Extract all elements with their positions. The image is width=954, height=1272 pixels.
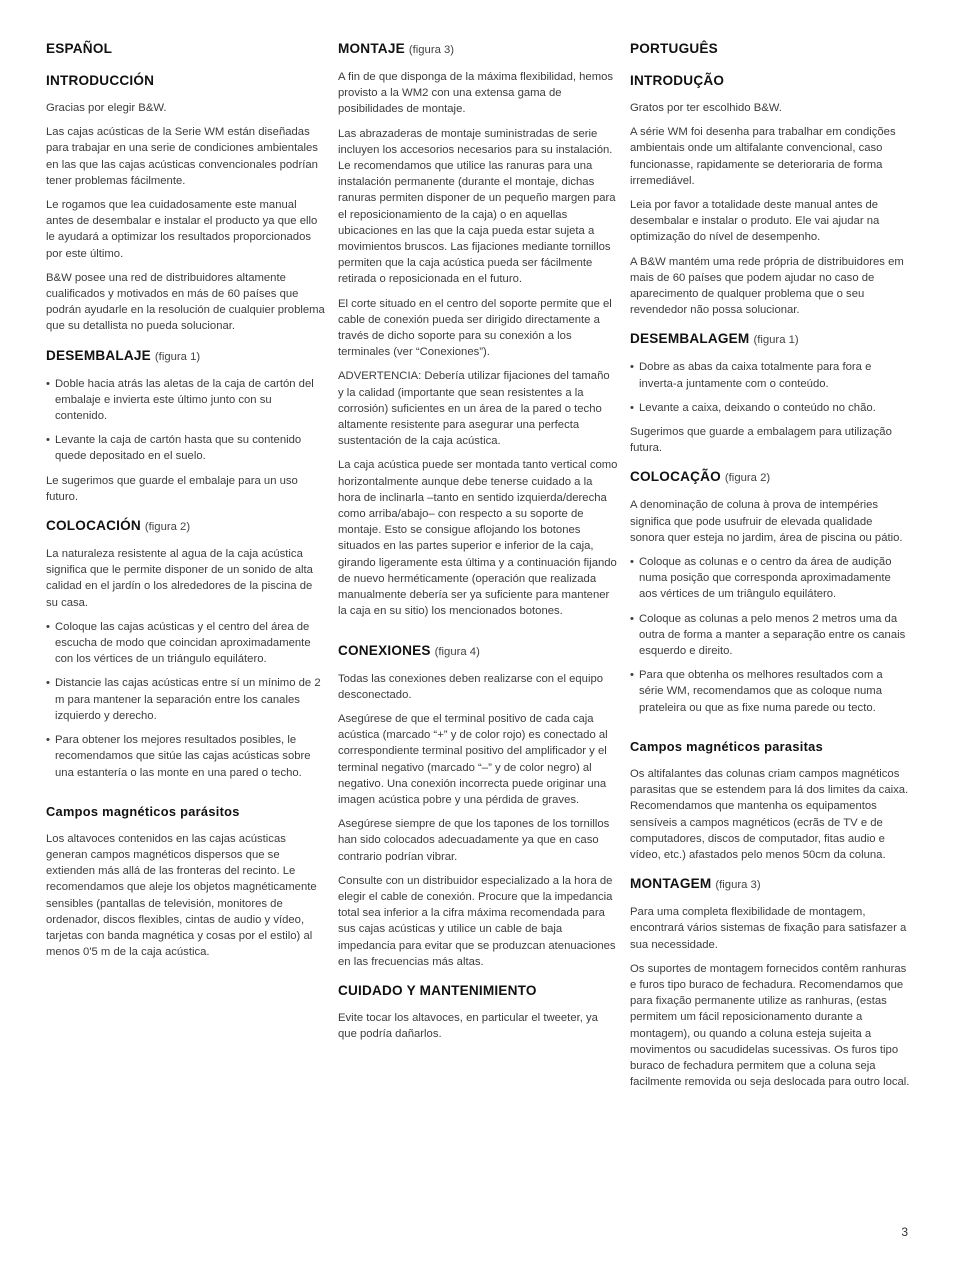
section-heading [46,347,326,366]
heading-text: DESEMBALAJE [46,347,151,363]
paragraph: Asegúrese siempre de que los tapones de los tornillos han sido colocados adecuadamente ya que en caso contrario podrían vibrar. [338,818,610,863]
paragraph: Asegúrese de que el terminal positivo de cada caja acústica (marcado “+” y de color rojo) es conectado al correspondiente terminal positivo del amplificador y el terminal negativo (marcado “–” y de color negro) al negativo. Una conexión incorrecta puede originar una imagen acústica pobre y una pérdida de graves. [338,712,608,806]
paragraph: Las abrazaderas de montaje suministradas de serie incluyen los accesorios necesarios para su instalación. Le recomendamos que utilice las ranuras para una instalación permanente (durante el montaje, dichas ranuras permiten disponer de un pequeño margen para el reposicionamiento de la caja) o en aquellas ubicaciones en las que la caja pueda estar sujeta a movimientos bruscos. Las fijaciones mediante tornillos permiten que la caja acústica pueda ser fácilmente retirada o reposicionada en el futuro. [338,127,616,286]
section-cuidado [338,982,618,1042]
bullet-list [46,619,326,781]
paragraph: Evite tocar los altavoces, en particular el tweeter, ya que podría dañarlos. [338,1011,598,1041]
paragraph: Gracias por elegir B&W. [46,102,167,114]
figure-reference: (figura 1) [154,350,201,363]
list-item: • Dobre as abas da caixa totalmente para fora e inverta-a juntamente com o conteúdo. [630,359,910,391]
section-introducao [630,72,910,318]
bullet-list [630,359,910,416]
heading-text: MONTAGEM [630,876,712,892]
paragraph: Os altifalantes das colunas criam campos magnéticos parasitas que se estendem para lá dos limites da caixa. Recomendamos que mantenha os equipamentos sensíveis a campos magnéticos (ecrãs de TV e de computadores, discos de computador, fitas audio e vídeo, etc.) afastados pelo menos 50cm da coluna. [630,767,909,861]
heading-text: DESEMBALAGEM [630,331,750,347]
list-item: • Para obtener los mejores resultados posibles, le recomendamos que sitúe las cajas acústicas sobre una estantería o las monte en una pared o techo. [46,732,326,781]
paragraph: Os suportes de montagem fornecidos contêm ranhuras e furos tipo buraco de fechadura. Recomendamos que para fixação permanente utilize as ranhuras, (estas permitem um fácil reposicionamento durante a montagem), ou quando a coluna esteja sujeita a movimentos ou sacudidelas sucessivas. Os furos tipo buraco de fechadura permitem que a coluna seja facilmente removida ou seja deslocada para outro local. [630,962,910,1089]
section-heading: INTRODUCCIÓN [46,73,155,88]
heading-text: COLOCACIÓN [46,518,141,534]
heading-text: MONTAJE [338,41,405,56]
section-heading [338,642,618,661]
section-heading [630,875,910,894]
page-number: 3 [901,1225,908,1239]
section-heading [338,40,618,59]
section-montaje [338,40,618,620]
section-montagem [630,875,910,1090]
spanish-column-continued [338,40,618,1050]
list-item: • Levante la caja de cartón hasta que su contenido quede depositado en el suelo. [46,432,326,464]
paragraph: Todas las conexiones deben realizarse con el equipo desconectado. [338,672,604,701]
figure-reference: (figura 2) [724,472,771,485]
paragraph: A denominação de coluna à prova de intempéries significa que pode usufruir de elevada qualidade sonora quer esteja no jardim, área de piscina ou pátio. [630,499,903,544]
list-item: • Para que obtenha os melhores resultados com a série WM, recomendamos que as coloque numa prateleira ou que as fixe numa parede ou tecto. [630,667,910,716]
list-item: • Coloque as colunas a pelo menos 2 metros uma da outra de forma a manter a separação entre os canais esquerdo e direito. [630,611,910,660]
section-heading: CUIDADO Y MANTENIMIENTO [338,982,537,998]
spanish-column [46,40,326,968]
paragraph: Para uma completa flexibilidade de montagem, encontrará vários sistemas de fixação para satisfazer a sua necessidade. [630,906,907,951]
figure-reference: (figura 2) [144,521,191,534]
paragraph: La caja acústica puede ser montada tanto vertical como horizontalmente aunque debe tenerse cuidado a la hora de inclinarla –tanto en sentido izquierda/derecha como arriba/abajo– con respecto a su soporte de montaje. Esto se consigue aflojando los botones situados en las partes superior e inferior de la caja, girando ligeramente esta última y a continuación fijando de nuevo herméticamente (operación que realizada manualmente debería ser ya suficiente para mantener la caja en su sitio) los mencionados botones. [338,459,618,618]
paragraph: Gratos por ter escolhido B&W. [630,102,782,114]
section-desembalagem [630,330,910,456]
paragraph: Le sugerimos que guarde el embalaje para un uso futuro. [46,474,298,503]
section-colocacao [630,468,910,715]
paragraph: ADVERTENCIA: Debería utilizar fijaciones del tamaño y la calidad (importante que sean resistentes a la corrosión) suficientes en un área de la pared o techo altamente resistente para asegurar una perfecta sustentación de la caja acústica. [338,370,610,448]
paragraph: El corte situado en el centro del soporte permite que el cable de conexión pueda ser dirigido directamente a través de dicho soporte para su conexión a los terminales (ver “Conexiones”). [338,297,612,359]
section-heading: INTRODUÇÃO [630,73,725,88]
section-desembalaje [46,347,326,505]
bullet-list [630,554,910,716]
list-item: • Distancie las cajas acústicas entre sí un mínimo de 2 m para mantener la separación entre los canales izquierdo y derecho. [46,675,326,724]
paragraph: Leia por favor a totalidade deste manual antes de desembalar e instalar o produto. Ele vai ajudar na optimização do nível de desempenho. [630,199,880,244]
section-campos-magneticos-pt [630,738,910,863]
heading-text: COLOCAÇÃO [630,469,721,485]
paragraph: A B&W mantém uma rede própria de distribuidores em mais de 60 países que podem ajudar no caso de aparecimento de qualquer problema que o seu revendedor não possa solucionar. [630,255,904,317]
paragraph: Consulte con un distribuidor especializado a la hora de elegir el cable de conexión. Procure que la impedancia total sea inferior a la cifra máxima recomendada para sus cajas acústicas y utilice un cable de baja impedancia para evitar que se produzcan atenuaciones en las frecuencias más altas. [338,874,616,968]
section-conexiones [338,642,618,970]
list-item: • Coloque las cajas acústicas y el centro del área de escucha de modo que coincidan aproximadamente con los vértices de un triángulo equilátero. [46,619,326,668]
section-heading: Campos magnéticos parasitas [630,738,824,754]
figure-reference: (figura 1) [753,334,799,347]
section-heading [630,330,910,349]
language-heading-pt: PORTUGUÊS [630,41,718,56]
paragraph: Le rogamos que lea cuidadosamente este manual antes de desembalar e instalar el producto ya que ello le ayudará a optimizar los resultados proporcionados por este último. [46,199,318,260]
portuguese-column [630,40,910,1098]
section-campos-magneticos [46,803,326,961]
paragraph: A série WM foi desenha para trabalhar em condições ambientais onde um altifalante convencional, caso funcionasse, rapidamente se deterioraria de forma irremediável. [630,126,896,187]
paragraph: Las cajas acústicas de la Serie WM están diseñadas para trabajar en una serie de condiciones ambientales en las que las cajas acústicas convencionales podrían tener problemas fácilmente. [46,126,318,187]
paragraph: A fin de que disponga de la máxima flexibilidad, hemos provisto a la WM2 con una extensa gama de posibilidades de montaje. [338,71,614,116]
bullet-list [46,376,326,465]
section-heading [630,468,910,487]
section-heading: Campos magnéticos parásitos [46,803,240,819]
figure-reference: (figura 4) [434,645,480,658]
list-item: • Doble hacia atrás las aletas de la caja de cartón del embalaje e invierta este último junto con su contenido. [46,376,326,425]
list-item: • Levante a caixa, deixando o conteúdo no chão. [630,400,910,416]
figure-reference: (figura 3) [715,879,761,892]
heading-text: CONEXIONES [338,642,431,658]
figure-reference: (figura 3) [408,44,455,56]
paragraph: La naturaleza resistente al agua de la caja acústica significa que le permite disponer de un sonido de alta calidad en el jardín o los alrededores de la piscina de su casa. [46,548,313,609]
list-item: • Coloque as colunas e o centro da área de audição numa posição que corresponda aproximadamente aos vértices de um triângulo equilátero. [630,554,910,603]
section-heading [46,517,326,536]
section-introduccion [46,72,326,335]
paragraph: Sugerimos que guarde a embalagem para utilização futura. [630,426,892,455]
paragraph: B&W posee una red de distribuidores altamente cualificados y motivados en más de 60 países que podrán ayudarle en la resolución de cualquier problema que su detallista no pueda solucionar. [46,271,325,333]
section-colocacion [46,517,326,781]
language-heading-es: ESPAÑOL [46,41,113,56]
paragraph: Los altavoces contenidos en las cajas acústicas generan campos magnéticos dispersos que se extienden más allá de las fronteras del recinto. Le recomendamos que aleje los objetos magnéticamente sensibles (pantallas de televisión, monitores de ordenador, discos flexibles, cintas de audio y vídeo, tarjetas con banda magnética y cosas por el estilo) al menos 0'5 m de la caja acústica. [46,832,317,959]
